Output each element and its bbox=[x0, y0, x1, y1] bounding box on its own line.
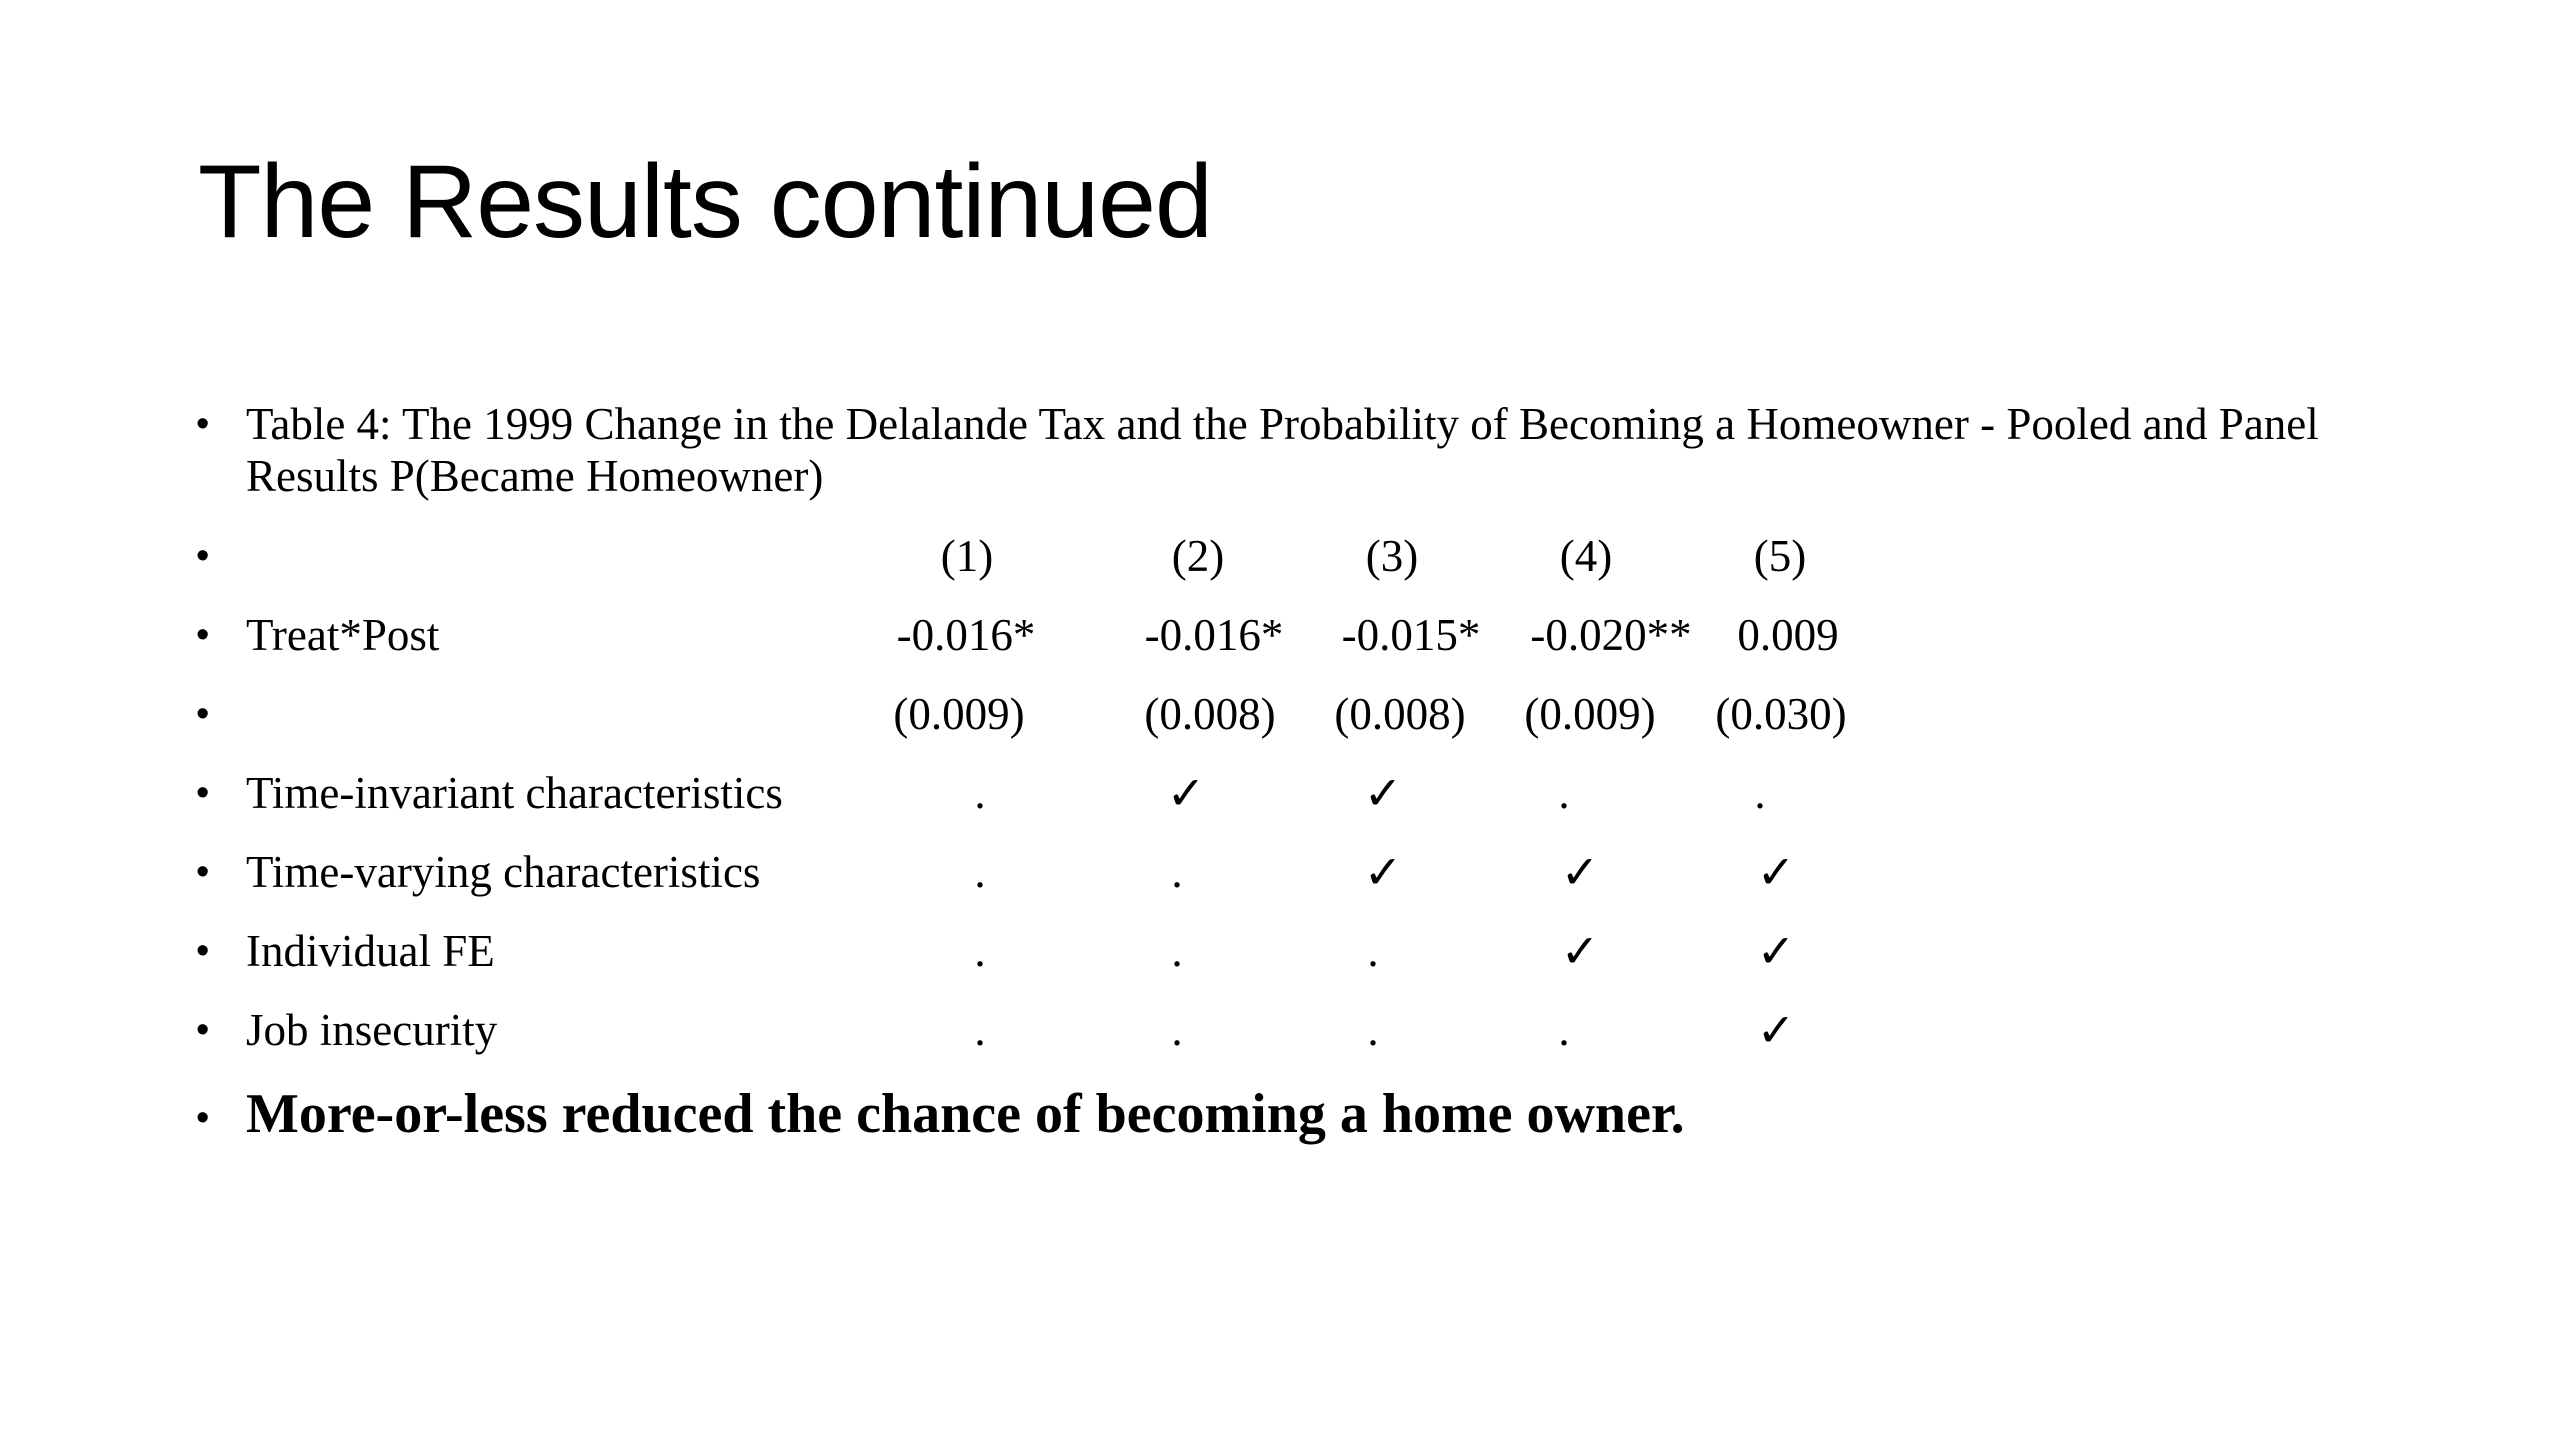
checkmark-icon: ✓ bbox=[1756, 924, 1796, 978]
slide-title: The Results continued bbox=[198, 144, 1212, 260]
column-header: (1) bbox=[940, 531, 994, 581]
column-header: (2) bbox=[1171, 531, 1225, 581]
dot-marker: . bbox=[1171, 926, 1183, 976]
bullet: • bbox=[196, 851, 210, 893]
row-label: Time-varying characteristics bbox=[246, 847, 761, 897]
checkmark-icon: ✓ bbox=[1756, 1003, 1796, 1057]
takeaway-text: More-or-less reduced the chance of becoming a home owner. bbox=[246, 1083, 1685, 1145]
standard-error-value: (0.030) bbox=[1715, 689, 1847, 739]
checkmark-icon: ✓ bbox=[1756, 845, 1796, 899]
column-header-row bbox=[0, 530, 2560, 602]
dot-marker: . bbox=[1558, 1005, 1570, 1055]
control-row bbox=[0, 767, 2560, 839]
coefficient-value: -0.020** bbox=[1530, 610, 1692, 660]
checkmark-icon: ✓ bbox=[1166, 766, 1206, 820]
bullet: • bbox=[196, 1009, 210, 1051]
coefficient-value: -0.015* bbox=[1341, 610, 1481, 660]
control-row bbox=[0, 925, 2560, 997]
checkmark-icon: ✓ bbox=[1363, 845, 1403, 899]
column-header: (4) bbox=[1559, 531, 1613, 581]
dot-marker: . bbox=[1171, 847, 1183, 897]
row-label: Job insecurity bbox=[246, 1005, 498, 1055]
coefficient-row bbox=[0, 609, 2560, 681]
dot-marker: . bbox=[1367, 926, 1379, 976]
checkmark-icon: ✓ bbox=[1363, 766, 1403, 820]
row-label: Treat*Post bbox=[246, 610, 440, 660]
dot-marker: . bbox=[1171, 1005, 1183, 1055]
coefficient-value: 0.009 bbox=[1737, 610, 1839, 660]
dot-marker: . bbox=[974, 768, 986, 818]
caption-row bbox=[0, 398, 2560, 508]
row-label: Time-invariant characteristics bbox=[246, 768, 783, 818]
column-header: (5) bbox=[1753, 531, 1807, 581]
standard-error-value: (0.009) bbox=[1524, 689, 1656, 739]
dot-marker: . bbox=[1558, 768, 1570, 818]
standard-error-value: (0.008) bbox=[1144, 689, 1276, 739]
control-row bbox=[0, 846, 2560, 918]
row-label: Individual FE bbox=[246, 926, 495, 976]
bullet: • bbox=[196, 930, 210, 972]
checkmark-icon: ✓ bbox=[1560, 924, 1600, 978]
dot-marker: . bbox=[1367, 1005, 1379, 1055]
coefficient-value: -0.016* bbox=[896, 610, 1036, 660]
dot-marker: . bbox=[1754, 768, 1766, 818]
table-caption: Table 4: The 1999 Change in the Delalande Tax and the Probability of Becoming a Homeowner - Pooled and Panel Results P(Became Homeowner) bbox=[246, 399, 2319, 501]
bullet: • bbox=[196, 772, 210, 814]
standard-error-value: (0.009) bbox=[893, 689, 1025, 739]
bullet: • bbox=[196, 1097, 210, 1139]
standard-error-value: (0.008) bbox=[1334, 689, 1466, 739]
control-row bbox=[0, 1004, 2560, 1076]
bullet: • bbox=[196, 535, 210, 577]
dot-marker: . bbox=[974, 1005, 986, 1055]
takeaway-row bbox=[0, 1083, 2560, 1160]
checkmark-icon: ✓ bbox=[1560, 845, 1600, 899]
dot-marker: . bbox=[974, 926, 986, 976]
standard-error-row bbox=[0, 688, 2560, 760]
bullet: • bbox=[196, 693, 210, 735]
bullet: • bbox=[196, 403, 210, 445]
coefficient-value: -0.016* bbox=[1144, 610, 1284, 660]
bullet: • bbox=[196, 614, 210, 656]
column-header: (3) bbox=[1365, 531, 1419, 581]
dot-marker: . bbox=[974, 847, 986, 897]
